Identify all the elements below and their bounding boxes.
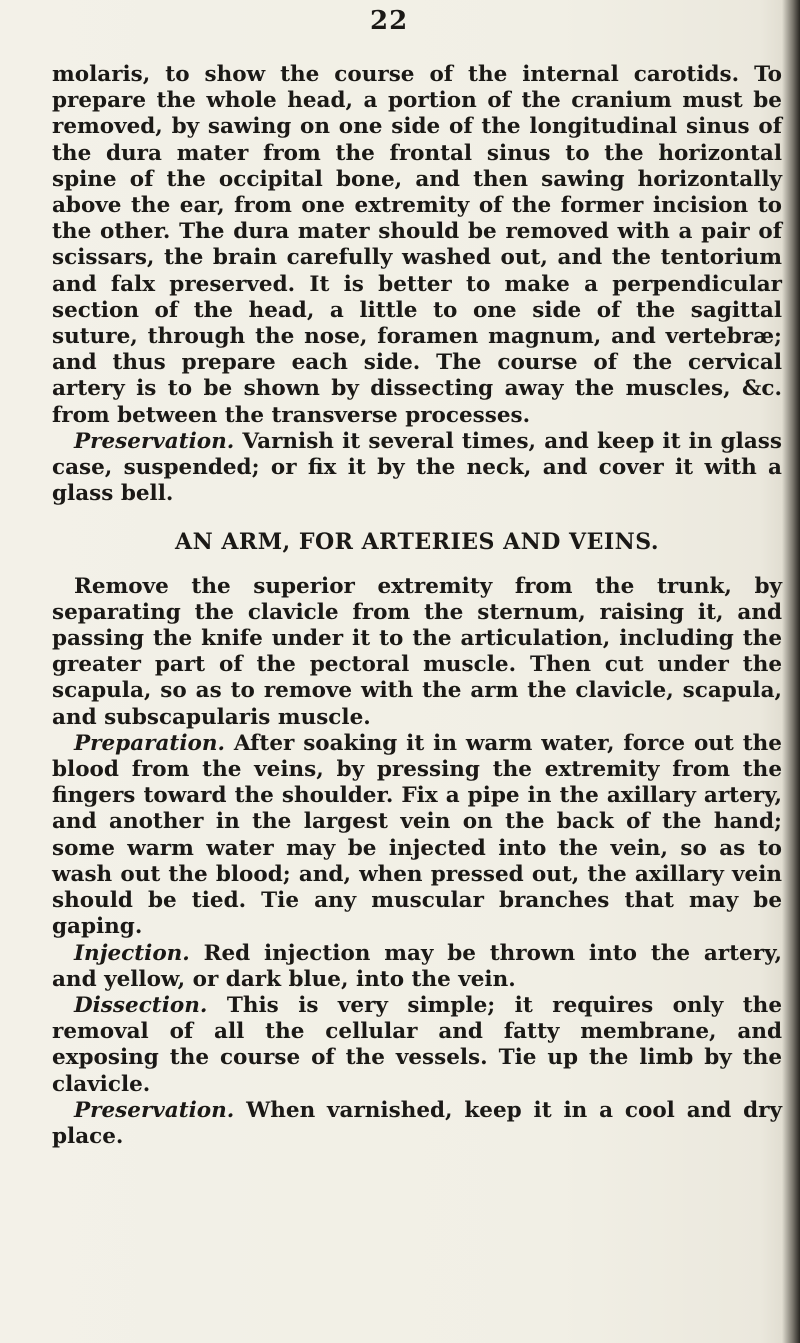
paragraph-preservation-arm [52,1098,782,1150]
paragraph-dissection [52,993,782,1098]
paragraph-remove-extremity [52,574,782,731]
paragraph-text: molaris, to show the course of the internal carotids. To prepare the whole head, a portion of the cranium must be removed, by sawing on one side of the longitudinal sinus of the dura mater from the frontal sinus to the horizontal spine of the occipital bone, and then sawing horizontally above the ear, from one extremity of the former incision to the other. The dura mater should be removed with a pair of scissars, the brain carefully washed out, and the tentorium and falx preserved. It is better to make a perpendicular section of the head, a little to one side of the sagittal suture, through the nose, foramen magnum, and vertebræ; and thus prepare each side. The course of the cervical artery is to be shown by dissecting away the muscles, &c. from between the transverse processes. [52,62,782,428]
paragraph-text: This is very simple; it requires only the removal of all the cellular and fatty membrane, and exposing the course of the vessels. Tie up the limb by the clavicle. [52,992,782,1097]
paragraph-text: Remove the superior extremity from the trunk, by separating the clavicle from the sternum, raising it, and passing the knife under it to the articulation, including the greater part of the pectoral muscle. Then cut under the scapula, so as to remove with the arm the clavicle, scapula, and subscapularis muscle. [52,573,782,730]
paragraph-text: Varnish it several times, and keep it in glass case, suspended; or fix it by the neck, and cover it with a glass bell. [52,428,782,507]
paragraph-carotids [52,62,782,429]
paragraph-preservation-head [52,429,782,508]
paragraph-text: When varnished, keep it in a cool and dry place. [52,1097,782,1149]
paragraph-injection [52,941,782,993]
paragraph-text: After soaking it in warm water, force out the blood from the veins, by pressing the extremity from the fingers toward the shoulder. Fix a pipe in the axillary artery, and another in the largest vein on the back of the hand; some warm water may be injected into the vein, so as to wash out the blood; and, when pressed out, the axillary vein should be tied. Tie any muscular branches that may be gaping. [52,730,782,940]
run-in-heading: Preparation. [74,730,225,756]
run-in-heading: Preservation. [74,428,235,454]
section-heading: AN ARM, FOR ARTERIES AND VEINS. [175,529,659,556]
run-in-heading: Dissection. [74,992,208,1018]
paragraph-text: Red injection may be thrown into the artery, and yellow, or dark blue, into the vein. [52,940,782,992]
page-edge-shadow [782,0,800,1343]
page-body [52,62,782,1150]
run-in-heading: Injection. [74,940,190,966]
run-in-heading: Preservation. [74,1097,235,1123]
page-number: 22 [370,6,409,36]
paragraph-preparation [52,731,782,941]
